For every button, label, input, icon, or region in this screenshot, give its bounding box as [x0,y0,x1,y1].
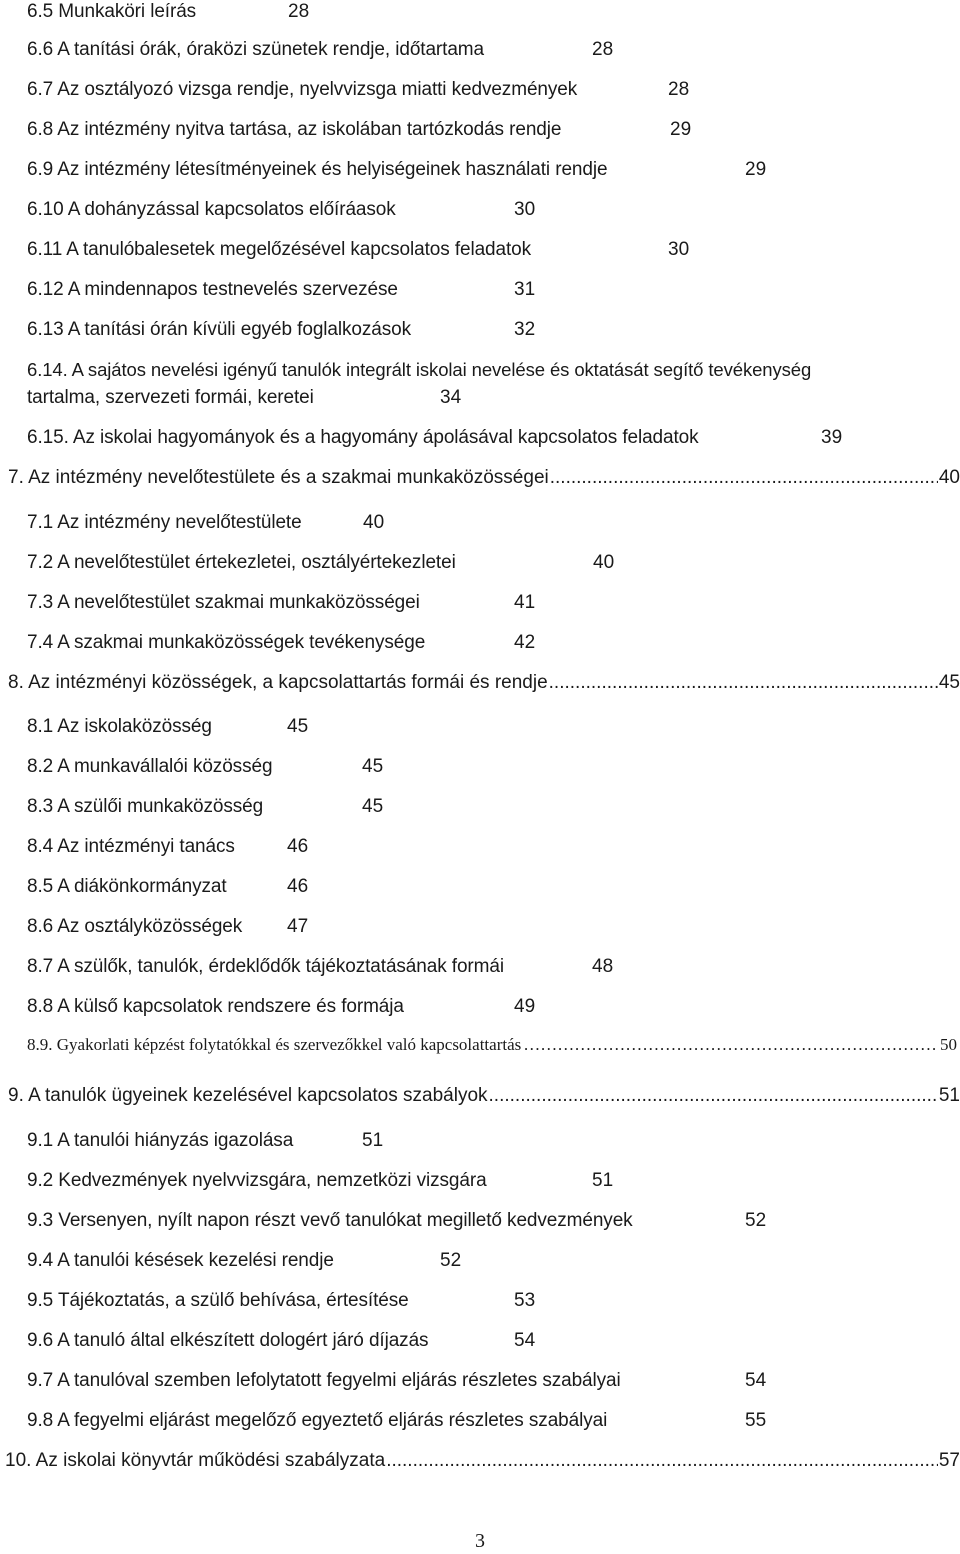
toc-entry-6-10: 6.10 A dohányzással kapcsolatos előíráasok [27,199,396,220]
toc-page-6-7: 28 [668,79,690,100]
toc-page-9-6: 54 [514,1330,536,1351]
toc-entry-8-9 [27,1034,957,1056]
toc-entry-9-4: 9.4 A tanulói késések kezelési rendje [27,1250,334,1271]
toc-page-9-5: 53 [514,1290,536,1311]
toc-entry-6-11: 6.11 A tanulóbalesetek megelőzésével kapcsolatos feladatok [27,239,532,260]
toc-entry-8-label: 8. Az intézményi közösségek, a kapcsolattartás formái és rendje [8,672,548,693]
dot-leader [523,1034,938,1056]
toc-page-7-4: 42 [514,632,536,653]
toc-page-6-5: 28 [288,1,310,22]
toc-entry-9-1: 9.1 A tanulói hiányzás igazolása [27,1130,294,1151]
toc-page-8-8: 49 [514,996,536,1017]
toc-page-6-6: 28 [592,39,614,60]
toc-page-7-3: 41 [514,592,536,613]
toc-page-7: 40 [938,467,960,488]
toc-page-8-7: 48 [592,956,614,977]
toc-page-8-2: 45 [362,756,384,777]
toc-page-6-14: 34 [440,387,462,408]
toc-entry-8-3: 8.3 A szülői munkaközösség [27,796,264,817]
toc-page-8-4: 46 [287,836,309,857]
dot-leader [550,466,938,490]
toc-page-6-13: 32 [514,319,536,340]
toc-entry-6-13: 6.13 A tanítási órán kívüli egyéb foglalkozások [27,319,411,340]
toc-entry-10 [5,1449,960,1473]
toc-entry-8-6: 8.6 Az osztályközösségek [27,916,243,937]
toc-entry-8-5: 8.5 A diákönkormányzat [27,876,227,897]
toc-page-6-9: 29 [745,159,767,180]
toc-entry-7-2: 7.2 A nevelőtestület értekezletei, osztályértekezletei [27,552,456,573]
toc-entry-7-label: 7. Az intézmény nevelőtestülete és a szakmai munkaközösségei [8,467,549,488]
toc-page-9-3: 52 [745,1210,767,1231]
toc-entry-7-4: 7.4 A szakmai munkaközösségek tevékenysége [27,632,426,653]
toc-page-8-1: 45 [287,716,309,737]
toc-entry-9-7: 9.7 A tanulóval szemben lefolytatott fegyelmi eljárás részletes szabályai [27,1370,621,1391]
toc-entry-8-9-label: 8.9. Gyakorlati képzést folytatókkal és szervezőkkel való kapcsolattartás [27,1035,522,1054]
toc-entry-8 [8,671,960,695]
toc-entry-9-5: 9.5 Tájékoztatás, a szülő behívása, értesítése [27,1290,409,1311]
toc-entry-6-14-cont: tartalma, szervezeti formái, keretei [27,387,314,408]
toc-entry-9-3: 9.3 Versenyen, nyílt napon részt vevő tanulókat megillető kedvezmények [27,1210,633,1231]
dot-leader [386,1449,938,1473]
toc-page-9-2: 51 [592,1170,614,1191]
toc-page-7-1: 40 [363,512,385,533]
toc-entry-8-1: 8.1 Az iskolaközösség [27,716,212,737]
toc-entry-6-7: 6.7 Az osztályozó vizsga rendje, nyelvvizsga miatti kedvezmények [27,79,578,100]
toc-page-6-12: 31 [514,279,536,300]
toc-page-9: 51 [938,1085,960,1106]
toc-page-6-11: 30 [668,239,690,260]
toc-entry-6-14: 6.14. A sajátos nevelési igényű tanulók integrált iskolai nevelése és oktatását segítő tevékenység [27,359,812,380]
toc-entry-6-8: 6.8 Az intézmény nyitva tartása, az iskolában tartózkodás rendje [27,119,562,140]
dot-leader [549,671,938,695]
toc-entry-9-2: 9.2 Kedvezmények nyelvvizsgára, nemzetközi vizsgára [27,1170,487,1191]
toc-entry-6-15: 6.15. Az iskolai hagyományok és a hagyomány ápolásával kapcsolatos feladatok [27,427,699,448]
toc-entry-7-1: 7.1 Az intézmény nevelőtestülete [27,512,302,533]
toc-entry-6-5: 6.5 Munkaköri leírás [27,1,197,22]
toc-entry-10-label: 10. Az iskolai könyvtár működési szabályzata [5,1450,386,1471]
toc-entry-8-7: 8.7 A szülők, tanulók, érdeklődők tájékoztatásának formái [27,956,504,977]
toc-entry-7-3: 7.3 A nevelőtestület szakmai munkaközösségei [27,592,420,613]
toc-entry-6-6: 6.6 A tanítási órák, óraközi szünetek rendje, időtartama [27,39,484,60]
toc-page-8-6: 47 [287,916,309,937]
toc-entry-9-8: 9.8 A fegyelmi eljárást megelőző egyeztető eljárás részletes szabályai [27,1410,608,1431]
toc-entry-6-12: 6.12 A mindennapos testnevelés szervezése [27,279,398,300]
toc-page-8: 45 [938,672,960,693]
toc-page-10: 57 [938,1450,960,1471]
toc-page-6-10: 30 [514,199,536,220]
toc-entry-8-4: 8.4 Az intézményi tanács [27,836,235,857]
toc-page-9-8: 55 [745,1410,767,1431]
toc-entry-7 [8,466,960,490]
toc-page-8-9: 50 [940,1035,957,1054]
toc-page-8-5: 46 [287,876,309,897]
toc-entry-6-9: 6.9 Az intézmény létesítményeinek és helyiségeinek használati rendje [27,159,608,180]
toc-page-9-1: 51 [362,1130,384,1151]
page-number: 3 [475,1530,485,1552]
toc-page-7-2: 40 [593,552,615,573]
toc-entry-9-6: 9.6 A tanuló által elkészített dologért járó díjazás [27,1330,429,1351]
toc-entry-9 [8,1084,960,1108]
toc-page-6-15: 39 [821,427,843,448]
toc-page-6-8: 29 [670,119,692,140]
toc-page-9-7: 54 [745,1370,767,1391]
toc-entry-9-label: 9. A tanulók ügyeinek kezelésével kapcsolatos szabályok [8,1085,488,1106]
toc-page-9-4: 52 [440,1250,462,1271]
toc-entry-8-8: 8.8 A külső kapcsolatok rendszere és formája [27,996,404,1017]
dot-leader [489,1084,938,1108]
toc-page-8-3: 45 [362,796,384,817]
toc-entry-8-2: 8.2 A munkavállalói közösség [27,756,273,777]
